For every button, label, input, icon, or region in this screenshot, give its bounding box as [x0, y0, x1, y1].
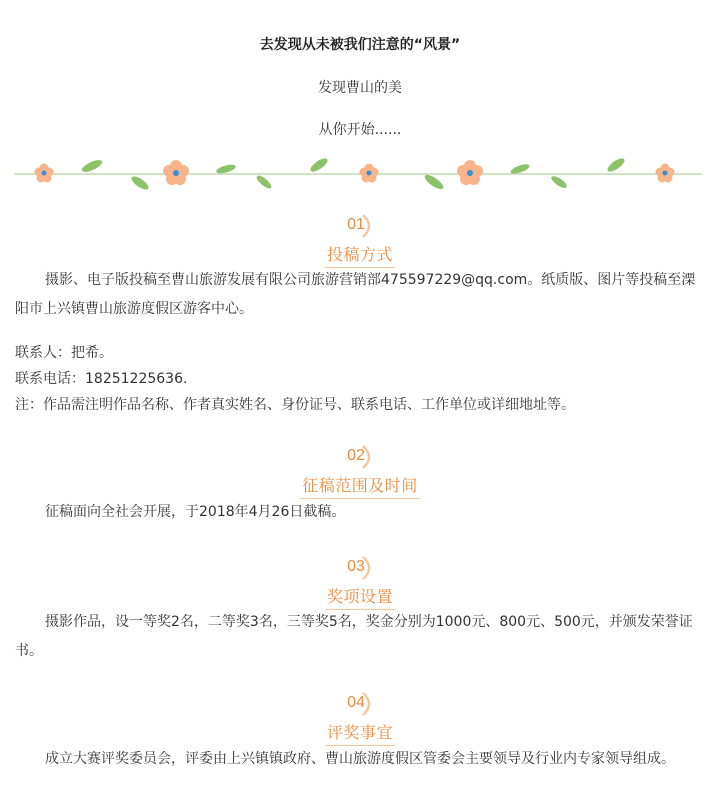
leaf-icon: [606, 156, 627, 174]
contact-person: 联系人：把希。: [15, 345, 113, 361]
leaf-icon: [550, 174, 569, 190]
intro-title: 去发现从未被我们注意的“风景”: [259, 37, 461, 53]
arc-decoration-icon: [359, 556, 375, 580]
section-number-badge: [339, 556, 379, 584]
flower-icon: [656, 164, 675, 183]
flower-icon: [163, 160, 189, 185]
floral-divider: [14, 152, 702, 196]
flower-icon: [457, 160, 483, 185]
leaf-icon: [255, 174, 273, 191]
section-paragraph: 征稿面向全社会开展，于2018年4月26日截稿。: [45, 504, 346, 520]
section-number: 02: [347, 447, 365, 464]
section-paragraph: 摄影作品，设一等奖2名，二等奖3名，三等奖5名，奖金分别为1000元、800元、500元，并颁发荣誉证书。: [15, 614, 693, 659]
section-title: 评奖事宜: [325, 720, 395, 746]
section-number-badge: [339, 692, 379, 720]
intro-line-start: 从你开始......: [318, 122, 402, 138]
arc-decoration-icon: [359, 692, 375, 716]
section-title: 奖项设置: [325, 584, 395, 610]
section-number-badge: [339, 445, 379, 473]
section-title: 征稿范围及时间: [300, 473, 420, 499]
leaf-icon: [423, 172, 446, 191]
flower-icon: [360, 164, 379, 183]
section-number-badge: [339, 214, 379, 242]
submission-note: 注：作品需注明作品名称、作者真实姓名、身份证号、联系电话、工作单位或详细地址等。: [15, 397, 575, 413]
arc-decoration-icon: [359, 214, 375, 238]
leaf-icon: [309, 156, 330, 174]
section-number: 01: [347, 216, 365, 233]
intro-line-discover: 发现曹山的美: [318, 80, 402, 96]
section-title: 投稿方式: [325, 242, 395, 268]
section-paragraph: 成立大赛评奖委员会，评委由上兴镇镇政府、曹山旅游度假区管委会主要领导及行业内专家领导组成。: [45, 751, 675, 767]
section-number: 04: [347, 694, 365, 711]
leaf-icon: [80, 158, 103, 175]
contact-phone: 联系电话：18251225636.: [15, 371, 188, 387]
arc-decoration-icon: [359, 445, 375, 469]
leaf-icon: [130, 174, 151, 192]
section-number: 03: [347, 558, 365, 575]
section-paragraph: 摄影、电子版投稿至曹山旅游发展有限公司旅游营销部475597229@qq.com。纸质版、图片等投稿至溧阳市上兴镇曹山旅游度假区游客中心。: [15, 272, 696, 317]
flower-icon: [35, 164, 54, 183]
